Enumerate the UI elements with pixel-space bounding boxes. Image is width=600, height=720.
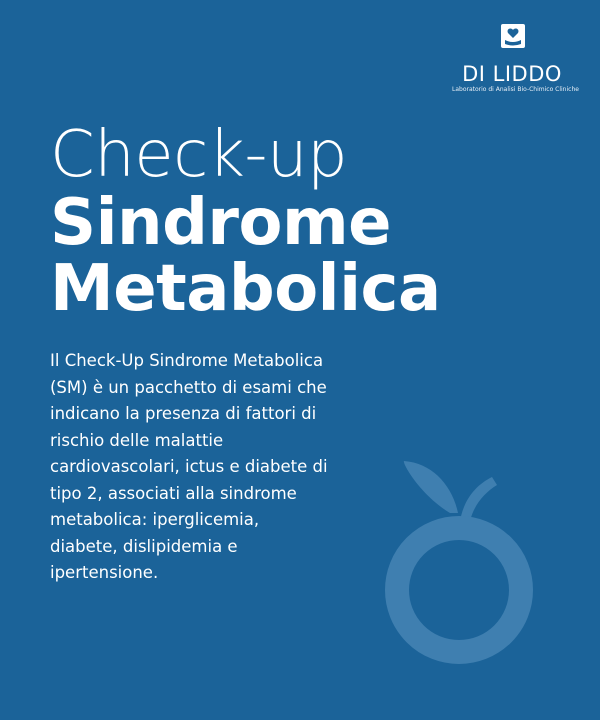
title-line-3: Metabolica <box>50 252 441 326</box>
title-line-1: Check-up <box>50 118 348 192</box>
apple-icon <box>380 455 540 665</box>
description-text: Il Check-Up Sindrome Metabolica (SM) è un pacchetto di esami che indicano la presenza di fattori di rischio delle malattie cardiovascolari, ictus e diabete di tipo 2, associati alla sindrome metabolica: iperglicemia, diabete, dislipidemia e ipertensione. <box>50 351 328 582</box>
brand-subtitle: Laboratorio di Analisi Bio-Chimico Cliniche <box>452 86 579 93</box>
page-title <box>50 118 570 326</box>
title-line-2: Sindrome <box>50 186 392 260</box>
brand-name: DI LIDDO <box>462 62 562 86</box>
hand-heart-icon <box>498 22 528 58</box>
